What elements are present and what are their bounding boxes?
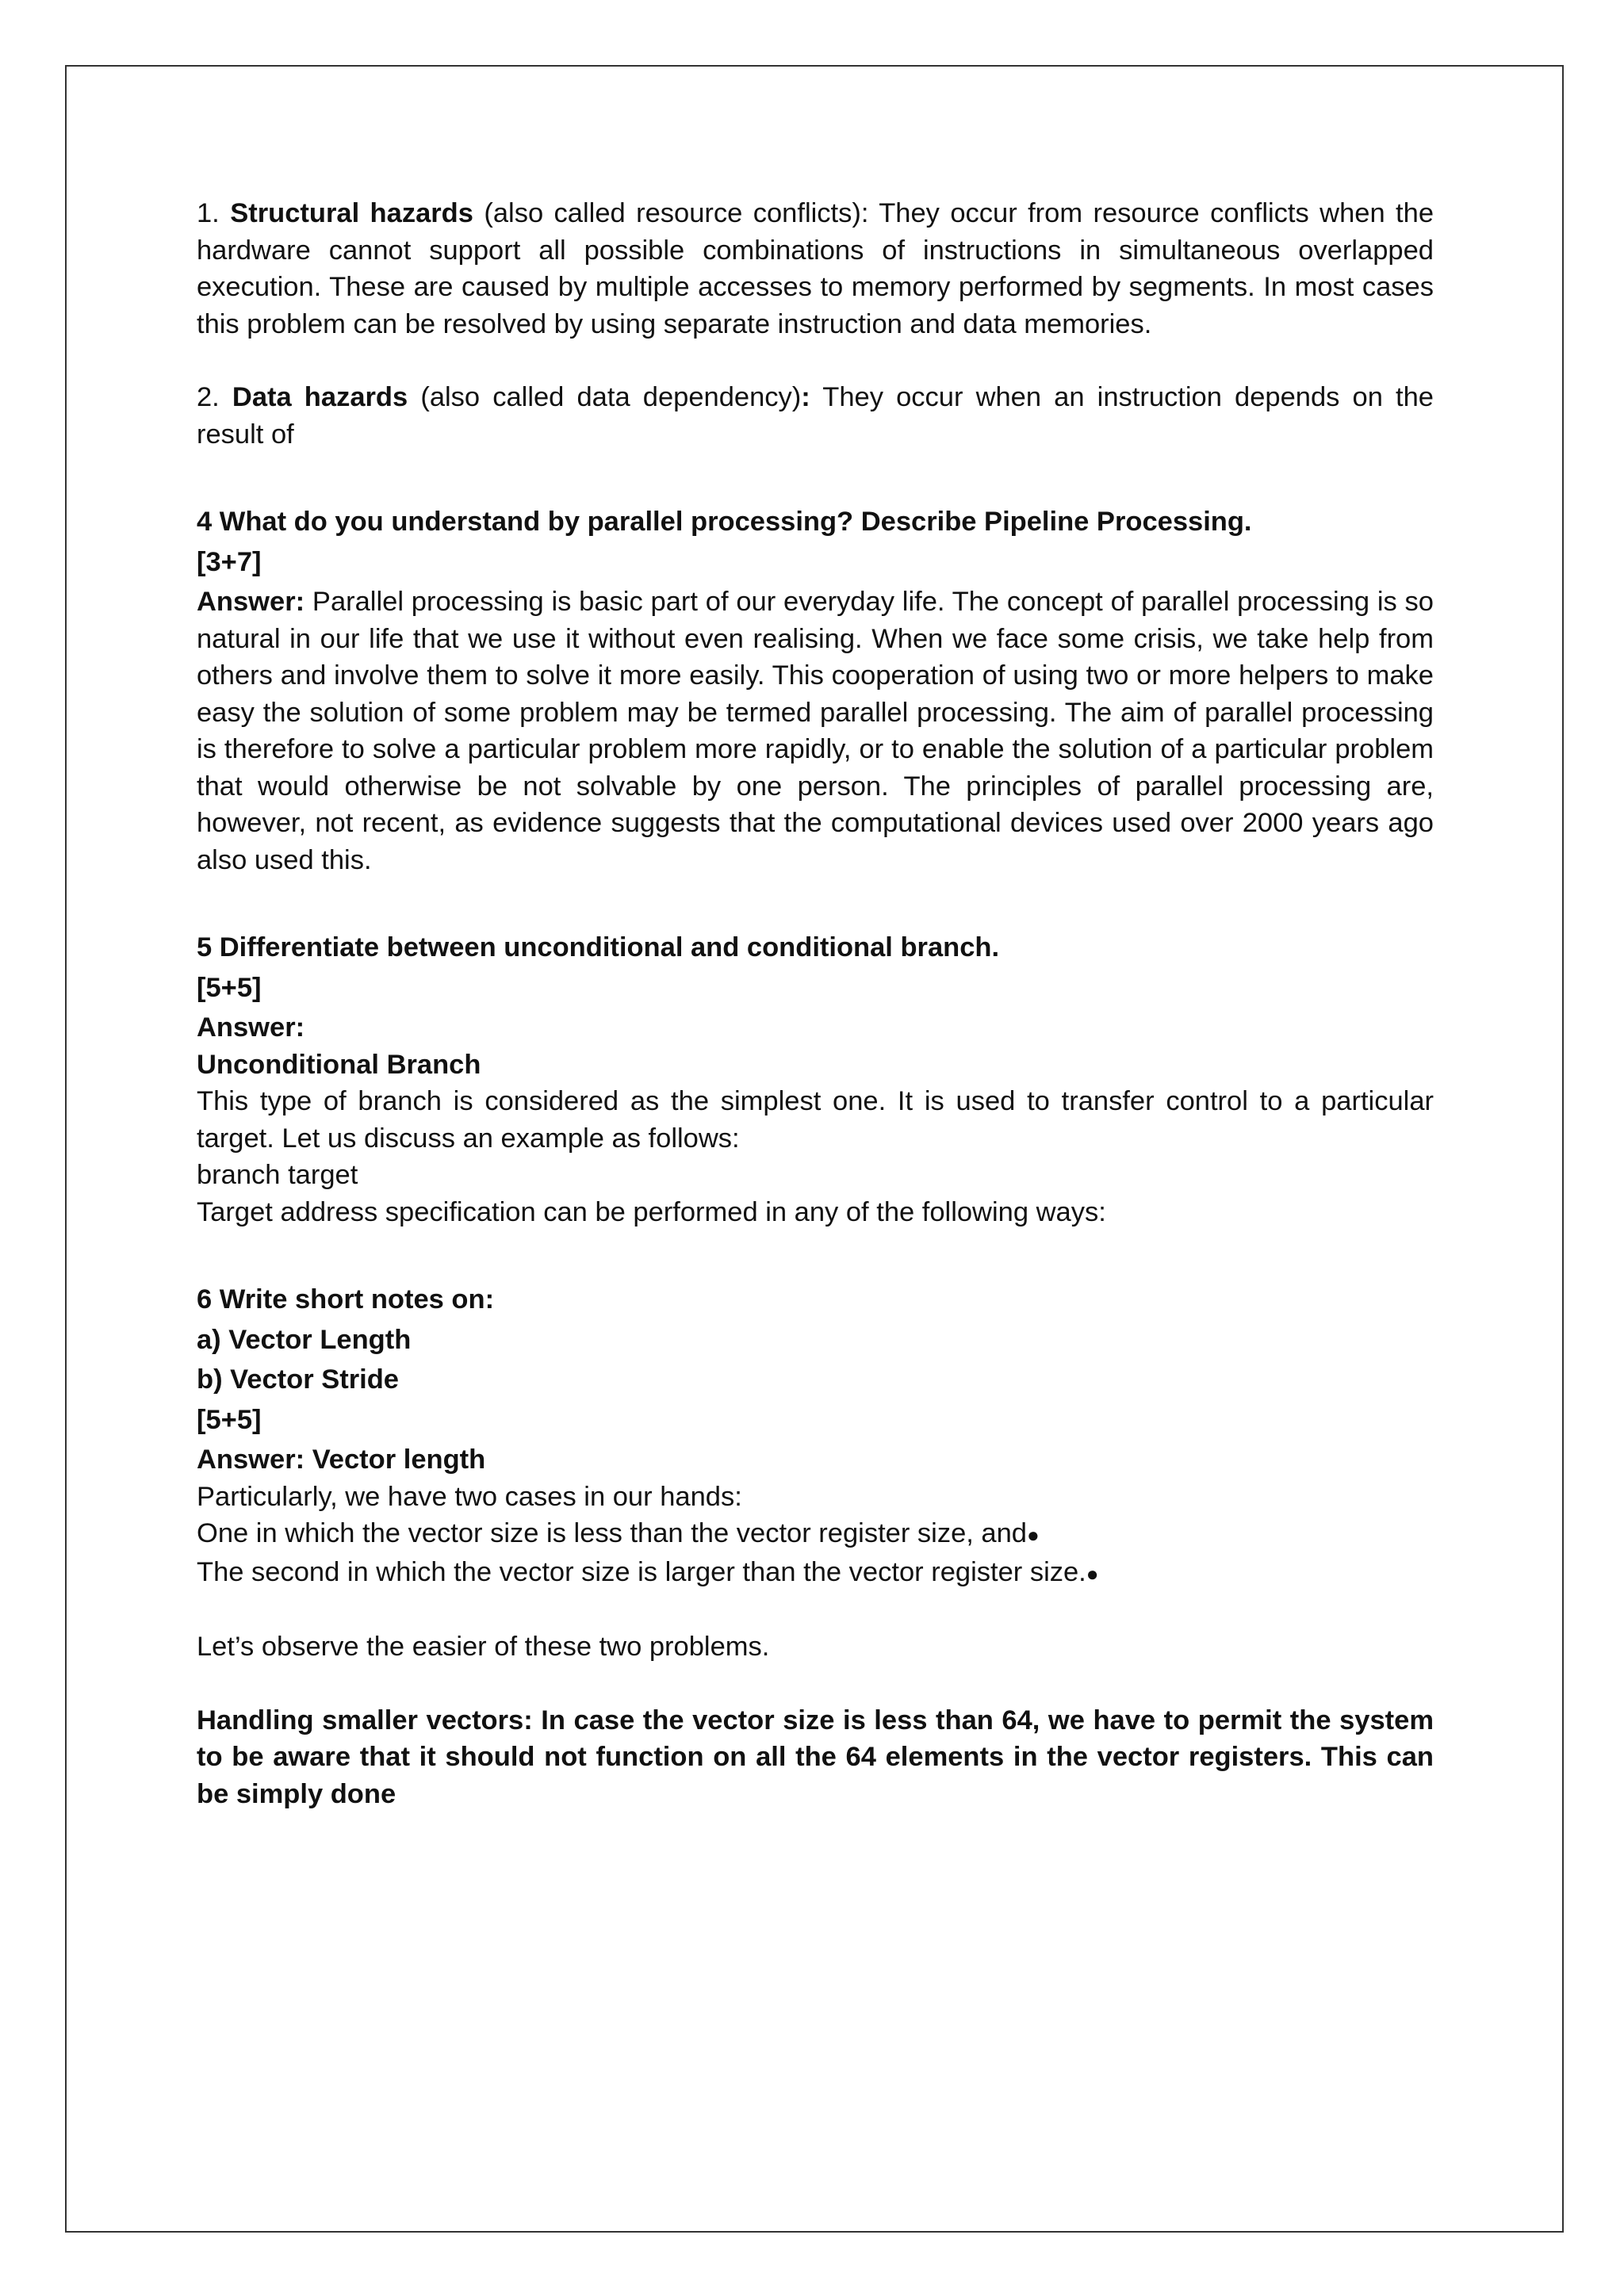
q6-handling: Handling smaller vectors: In case the vector size is less than 64, we have to permit the system to be aware that it should not function on all the 64 elements in the vector registers. This can be simply done	[197, 1705, 1434, 1809]
q6-answer-heading: Answer: Vector length	[197, 1445, 486, 1475]
data-text-a: (also called data dependency)	[408, 382, 802, 412]
q6-question: 6 Write short notes on:	[197, 1284, 495, 1314]
data-number: 2.	[197, 382, 220, 412]
q5-marks: [5+5]	[197, 972, 262, 1003]
structural-hazards-paragraph	[197, 195, 1434, 342]
q6-intro: Particularly, we have two cases in our hands:	[197, 1481, 742, 1512]
q5-question: 5 Differentiate between unconditional and conditional branch.	[197, 932, 1000, 962]
data-hazards-paragraph	[197, 379, 1434, 453]
q5-text: This type of branch is considered as the simplest one. It is used to transfer control to a particular target. Let us discuss an example as follows:	[197, 1086, 1434, 1154]
q6-item-b: b) Vector Stride	[197, 1364, 399, 1395]
q6-bullet-2: The second in which the vector size is larger than the vector register size.●	[197, 1556, 1099, 1587]
structural-title: Structural hazards	[230, 198, 473, 228]
document-body	[197, 195, 1434, 1812]
q5-line2: Target address specification can be performed in any of the following ways:	[197, 1196, 1106, 1227]
q6-item-a: a) Vector Length	[197, 1324, 412, 1355]
data-title: Data hazards	[232, 382, 408, 412]
bullet-icon: ●	[1086, 1561, 1099, 1586]
q4-marks: [3+7]	[197, 546, 262, 577]
data-colon: :	[801, 382, 810, 412]
q4-question: 4 What do you understand by parallel processing? Describe Pipeline Processing.	[197, 507, 1252, 537]
q6-bullet-1: One in which the vector size is less than the vector register size, and●	[197, 1518, 1040, 1548]
structural-number: 1.	[197, 198, 220, 228]
q6-marks: [5+5]	[197, 1404, 262, 1435]
data-text-b: They occur when an instruction depends on the result of	[197, 382, 1434, 450]
q6-observe: Let’s observe the easier of these two problems.	[197, 1632, 770, 1662]
q5-line1: branch target	[197, 1160, 358, 1190]
q4-answer-label: Answer:	[197, 587, 305, 617]
q5-subheading: Unconditional Branch	[197, 1049, 481, 1080]
structural-text: (also called resource conflicts): They occur from resource conflicts when the hardware cannot support all possible combinations of instructions in simultaneous overlapped execution. These are caused by multiple accesses to memory performed by segments. In most cases this problem can be resolved by using separate instruction and data memories.	[197, 198, 1434, 339]
bullet-icon: ●	[1027, 1523, 1040, 1547]
q4-answer-text: Parallel processing is basic part of our everyday life. The concept of parallel processing is so natural in our life that we use it without even realising. When we face some crisis, we take help from others and involve them to solve it more easily. This cooperation of using two or more helpers to make easy the solution of some problem may be termed parallel processing. The aim of parallel processing is therefore to solve a particular problem more rapidly, or to enable the solution of a particular problem that would otherwise be not solvable by one person. The principles of parallel processing are, however, not recent, as evidence suggests that the computational devices used over 2000 years ago also used this.	[197, 587, 1434, 875]
q5-answer-label: Answer:	[197, 1012, 305, 1043]
q4-answer	[197, 584, 1434, 878]
